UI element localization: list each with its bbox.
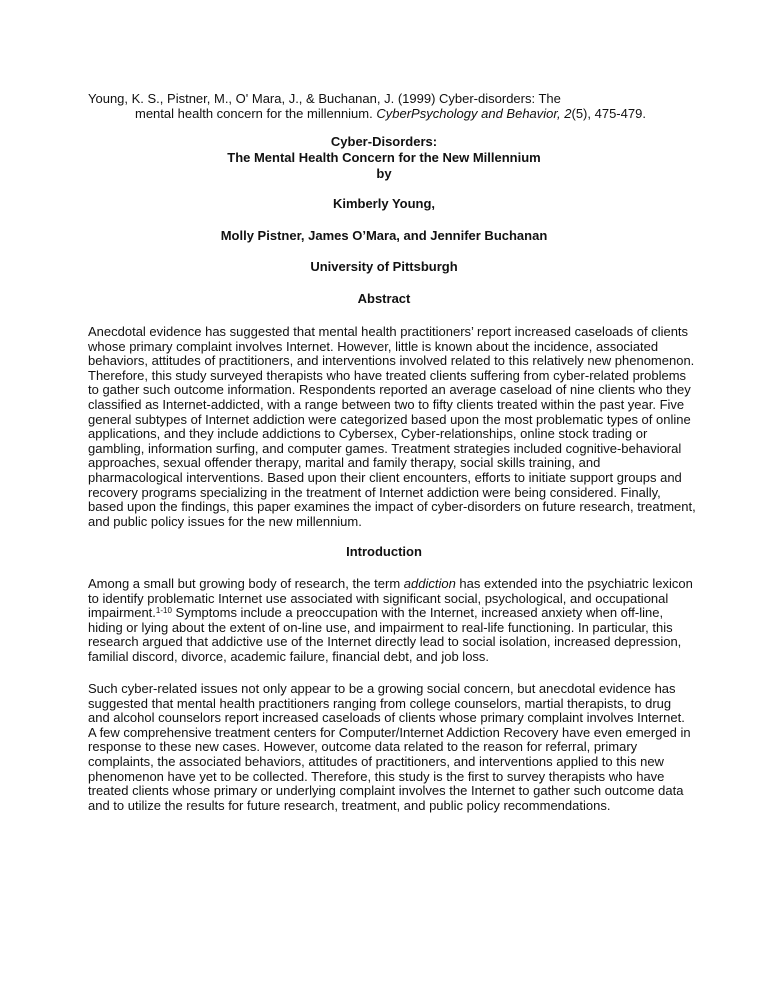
title-by: by xyxy=(376,166,392,181)
citation-line-1: Young, K. S., Pistner, M., O' Mara, J., & Buchanan, J. (1999) Cyber-disorders: The xyxy=(88,91,561,106)
reference-superscript: 1-10 xyxy=(155,606,172,616)
text-line: recovery programs specializing in the treatment of Internet addiction were being considered. Finally, xyxy=(88,484,661,500)
journal-volume: 2 xyxy=(564,105,572,121)
introduction-paragraph-1 xyxy=(88,577,693,665)
text-line: and public policy issues for the new millennium. xyxy=(88,513,362,529)
text-line: behaviors, attitudes of practitioners, and interventions involved related to this relatively new phenomenon. xyxy=(88,353,695,369)
citation-pages: (5), 475-479. xyxy=(571,105,646,121)
citation xyxy=(88,92,646,121)
text-segment: Symptoms include a preoccupation with the Internet, increased anxiety when off-line, xyxy=(171,605,664,621)
text-line: general subtypes of Internet addiction were categorized based upon the most problematic types of online xyxy=(88,411,691,427)
text-line: familial discord, divorce, academic failure, financial debt, and job loss. xyxy=(88,648,490,664)
text-line: whose primary complaint involves Internet. However, little is known about the incidence, associated xyxy=(88,338,659,354)
citation-title-end: mental health concern for the millennium. xyxy=(135,105,377,121)
paper-title xyxy=(0,134,768,182)
text-line: and to utilize the results for future research, treatment, and public policy recommendations. xyxy=(88,797,611,813)
title-line-1: Cyber-Disorders: xyxy=(330,134,438,149)
text-line: complaints, the associated behaviors, attitudes of practitioners, and interventions applied to this new xyxy=(88,753,664,769)
abstract-heading: Abstract xyxy=(357,291,411,306)
text-segment: impairment. xyxy=(88,605,156,621)
affiliation: University of Pittsburgh xyxy=(310,259,458,274)
author-others: Molly Pistner, James O’Mara, and Jennifer Buchanan xyxy=(220,228,548,243)
italic-term: addiction xyxy=(403,576,456,591)
text-line: treated clients whose primary or underlying complaint involves the Internet to gather such outcome data xyxy=(88,783,684,799)
text-line: research argued that addictive use of the Internet directly lead to social isolation, increased depression, xyxy=(88,634,682,650)
introduction-paragraph-2 xyxy=(88,682,691,813)
citation-line-2 xyxy=(88,107,646,122)
title-line-2: The Mental Health Concern for the New Millennium xyxy=(227,150,541,165)
journal-name: CyberPsychology and Behavior, xyxy=(376,105,561,121)
text-line: A few comprehensive treatment centers for Computer/Internet Addiction Recovery have even emerged in xyxy=(88,724,691,740)
abstract-paragraph xyxy=(88,325,696,529)
text-line: to identify problematic Internet use associated with significant social, psychological, and occupational xyxy=(88,590,669,606)
text-line xyxy=(88,606,693,621)
text-line: based upon the findings, this paper examines the impact of cyber-disorders on future research, treatment, xyxy=(88,499,696,515)
text-line xyxy=(88,577,693,592)
text-line: suggested that mental health practitioners ranging from college counselors, martial therapists, to drug xyxy=(88,695,672,711)
text-line: and alcohol counselors report increased caseloads of clients whose primary complaint involves Internet. xyxy=(88,710,685,726)
text-line: approaches, sexual offender therapy, marital and family therapy, social skills training, and xyxy=(88,455,601,471)
text-line: Anecdotal evidence has suggested that mental health practitioners’ report increased caseloads of clients xyxy=(88,324,689,339)
text-line: applications, and they include addictions to Cybersex, Cyber-relationships, online stock trading or xyxy=(88,426,648,442)
text-line: to gather such outcome information. Respondents reported an average caseload of nine clients who they xyxy=(88,382,691,398)
author-first: Kimberly Young, xyxy=(332,196,436,211)
text-line: response to these new cases. However, outcome data related to the reason for referral, primary xyxy=(88,739,638,755)
text-line: classified as Internet-addicted, with a range between two to fifty clients treated within the past year. Five xyxy=(88,396,685,412)
text-line: pharmacological interventions. Based upon their client encounters, efforts to initiate support groups and xyxy=(88,469,682,485)
text-segment: has extended into the psychiatric lexicon xyxy=(455,576,693,591)
text-line: Such cyber-related issues not only appear to be a growing social concern, but anecdotal evidence has xyxy=(88,681,676,696)
text-segment: Among a small but growing body of research, the term xyxy=(88,576,404,591)
text-line: Therefore, this study surveyed therapists who have treated clients suffering from cyber-related problems xyxy=(88,367,687,383)
text-line: gambling, information surfing, and computer games. Treatment strategies included cognitive-behavioral xyxy=(88,440,682,456)
text-line: hiding or lying about the extent of on-line use, and impairment to real-life functioning. In particular, this xyxy=(88,619,673,635)
text-line: phenomenon have yet to be collected. Therefore, this study is the first to survey therapists who have xyxy=(88,768,665,784)
introduction-heading: Introduction xyxy=(346,544,422,559)
